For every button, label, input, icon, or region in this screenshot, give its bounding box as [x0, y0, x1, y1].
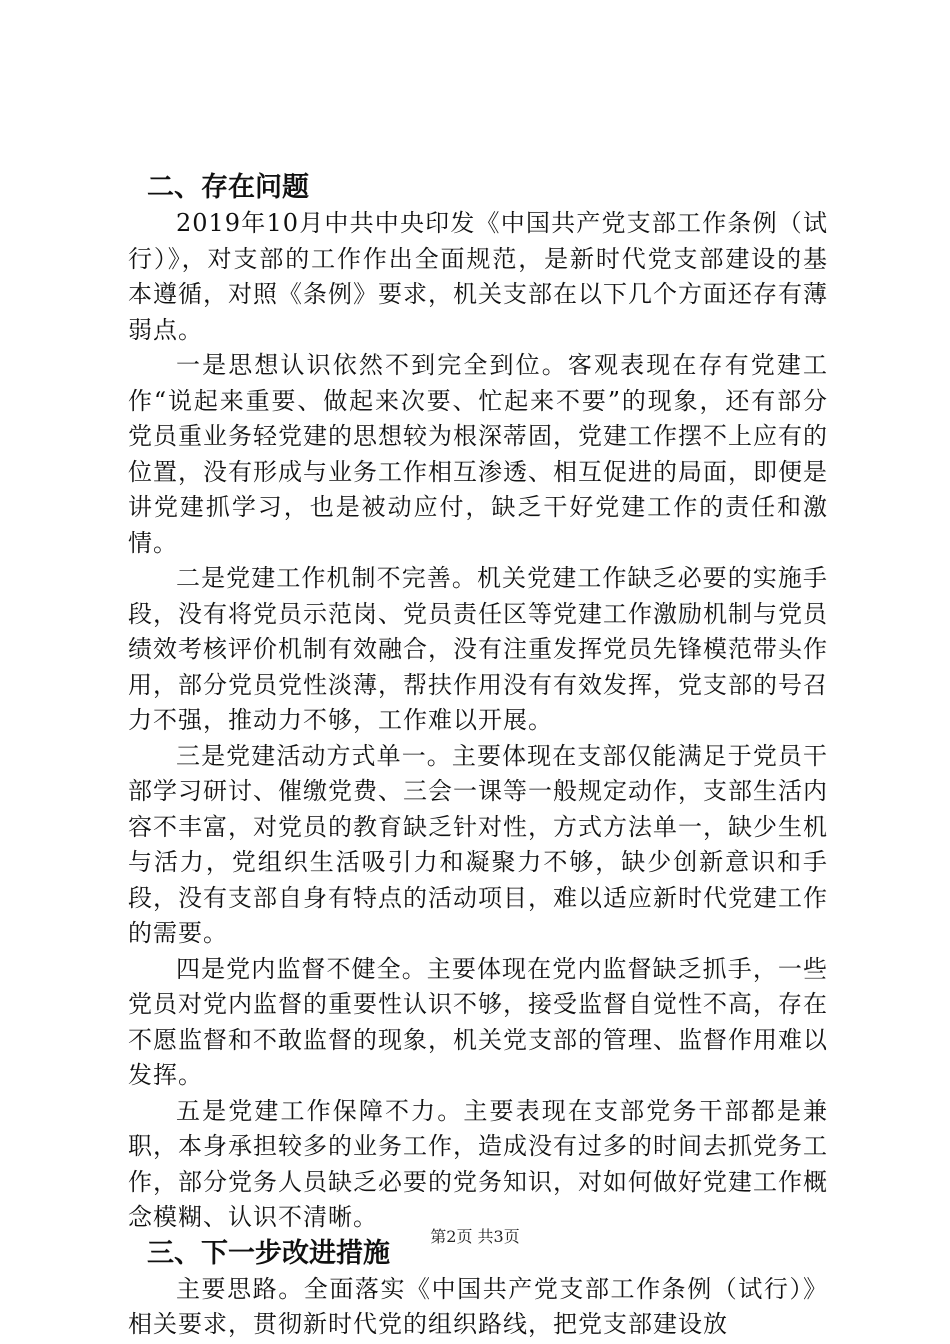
document-body — [128, 170, 828, 1343]
page-number-footer: 第2页 共3页 — [430, 1227, 520, 1246]
paragraph-point-4: 四是党内监督不健全。主要体现在党内监督缺乏抓手，一些党员对党内监督的重要性认识不够，接受监督自觉性不高，存在不愿监督和不敢监督的现象，机关党支部的管理、监督作用难以发挥。 — [128, 954, 828, 1089]
paragraph-main-approach: 主要思路。全面落实《中国共产党支部工作条例（试行）》相关要求，贯彻新时代党的组织路线，把党支部建设放 — [128, 1274, 828, 1338]
paragraph-point-2: 二是党建工作机制不完善。机关党建工作缺乏必要的实施手段，没有将党员示范岗、党员责任区等党建工作激励机制与党员绩效考核评价机制有效融合，没有注重发挥党员先锋模范带头作用，部分党员党性淡薄，帮扶作用没有有效发挥，党支部的号召力不强，推动力不够，工作难以开展。 — [128, 564, 828, 734]
paragraph-point-1: 一是思想认识依然不到完全到位。客观表现在存有党建工作“说起来重要、做起来次要、忙起来不要”的现象，还有部分党员重业务轻党建的思想较为根深蒂固，党建工作摆不上应有的位置，没有形成与业务工作相互渗透、相互促进的局面，即便是讲党建抓学习，也是被动应付，缺乏干好党建工作的责任和激情。 — [128, 351, 828, 557]
paragraph-intro: 2019年10月中共中央印发《中国共产党支部工作条例（试行）》，对支部的工作作出全面规范，是新时代党支部建设的基本遵循，对照《条例》要求，机关支部在以下几个方面还存有薄弱点。 — [128, 209, 828, 344]
section-heading-next-steps: 三、下一步改进措施 — [147, 1237, 390, 1269]
paragraph-point-5: 五是党建工作保障不力。主要表现在支部党务干部都是兼职，本身承担较多的业务工作，造成没有过多的时间去抓党务工作，部分党务人员缺乏必要的党务知识，对如何做好党建工作概念模糊、认识不清晰。 — [128, 1096, 828, 1231]
section-heading-problems: 二、存在问题 — [147, 172, 309, 203]
paragraph-point-3: 三是党建活动方式单一。主要体现在支部仅能满足于党员干部学习研讨、催缴党费、三会一课等一般规定动作，支部生活内容不丰富，对党员的教育缺乏针对性，方式方法单一，缺少生机与活力，党组织生活吸引力和凝聚力不够，缺少创新意识和手段，没有支部自身有特点的活动项目，难以适应新时代党建工作的需要。 — [128, 741, 828, 947]
